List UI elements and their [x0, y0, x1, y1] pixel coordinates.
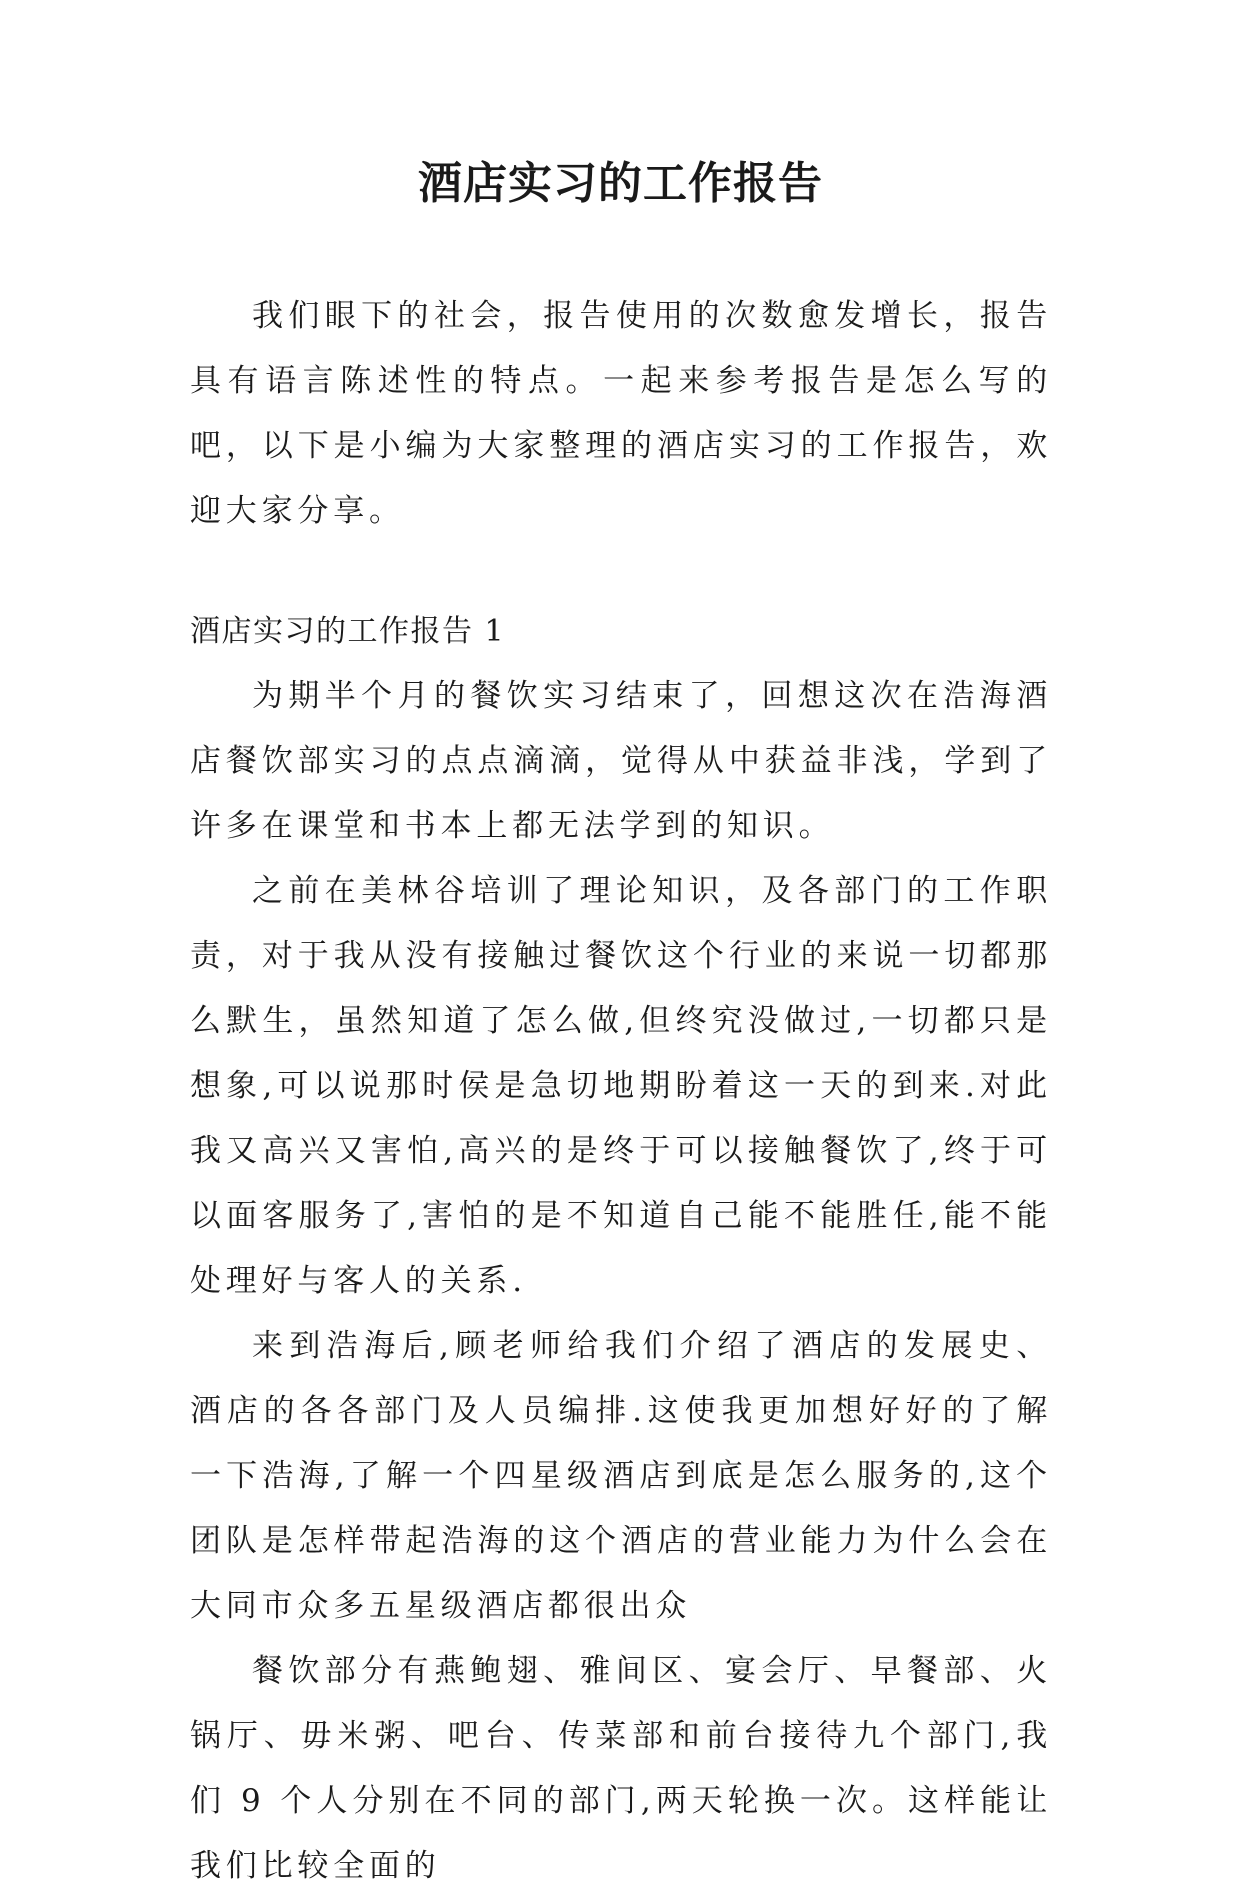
body-paragraph-4: 餐饮部分有燕鲍翅、雅间区、宴会厅、早餐部、火锅厅、毋米粥、吧台、传菜部和前台接待九个部门,我们 9 个人分别在不同的部门,两天轮换一次。这样能让我们比较全面的	[190, 1653, 1052, 1884]
section-heading: 酒店实习的工作报告 1	[190, 614, 506, 649]
section-gap	[190, 544, 1052, 599]
body-paragraph-1: 为期半个月的餐饮实习结束了，回想这次在浩海酒店餐饮部实习的点点滴滴，觉得从中获益非浅，学到了许多在课堂和书本上都无法学到的知识。	[190, 678, 1052, 844]
document-title: 酒店实习的工作报告	[418, 158, 823, 209]
intro-paragraph: 我们眼下的社会，报告使用的次数愈发增长，报告具有语言陈述性的特点。一起来参考报告是怎么写的吧，以下是小编为大家整理的酒店实习的工作报告，欢迎大家分享。	[190, 298, 1052, 529]
body-paragraph-2: 之前在美林谷培训了理论知识，及各部门的工作职责，对于我从没有接触过餐饮这个行业的来说一切都那么默生，虽然知道了怎么做,但终究没做过,一切都只是想象,可以说那时侯是急切地期盼着这一天的到来.对此我又高兴又害怕,高兴的是终于可以接触餐饮了,终于可以面客服务了,害怕的是不知道自己能不能胜任,能不能处理好与客人的关系.	[190, 873, 1052, 1299]
document-body	[190, 284, 1052, 1899]
body-paragraph-3: 来到浩海后,顾老师给我们介绍了酒店的发展史、酒店的各各部门及人员编排.这使我更加想好好的了解一下浩海,了解一个四星级酒店到底是怎么服务的,这个团队是怎样带起浩海的这个酒店的营业能力为什么会在大同市众多五星级酒店都很出众	[190, 1328, 1052, 1624]
